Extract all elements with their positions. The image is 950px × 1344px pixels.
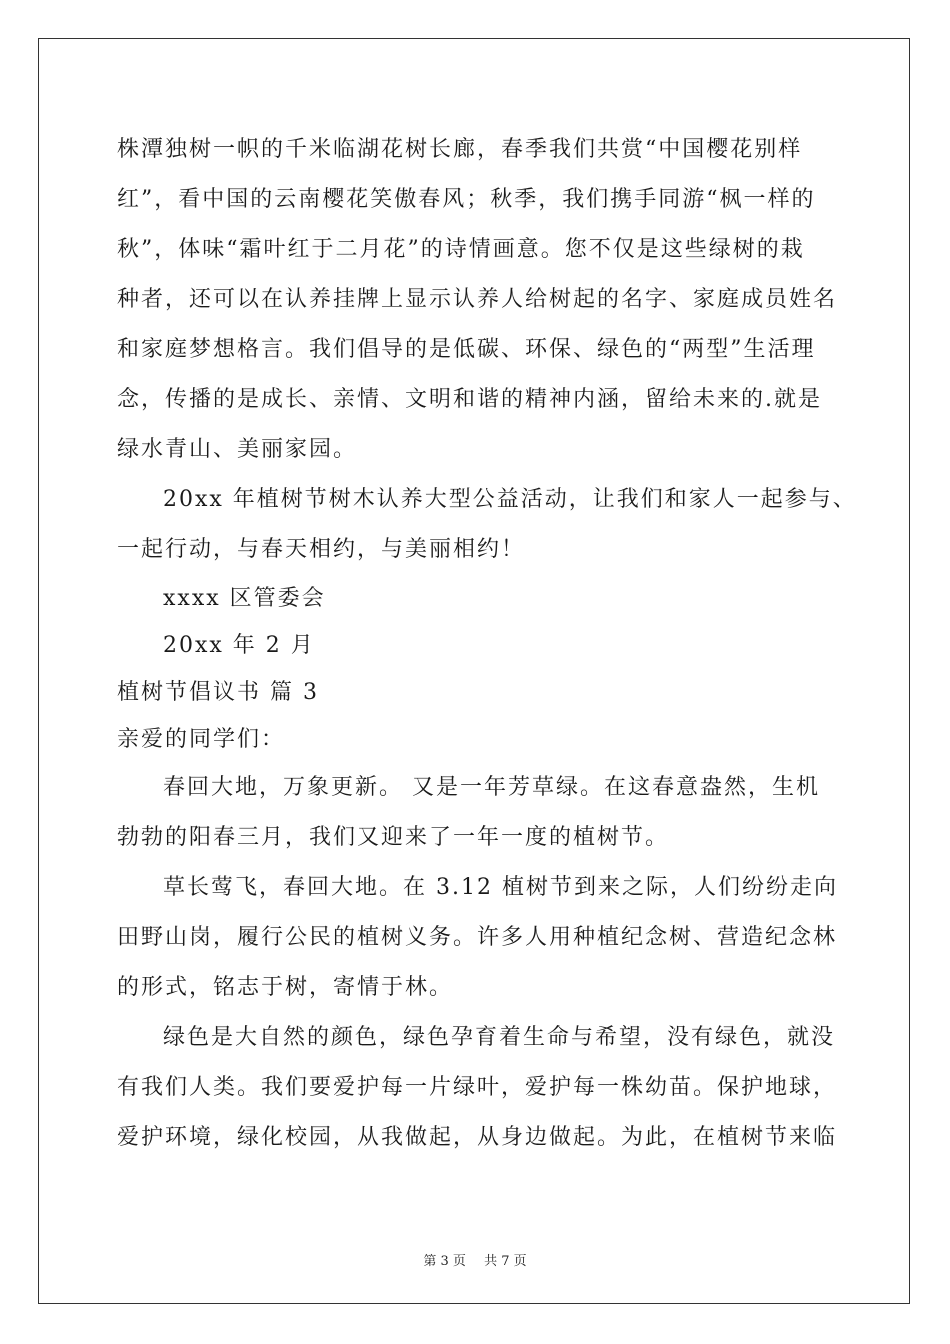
text-line: 绿色是大自然的颜色，绿色孕育着生命与希望，没有绿色，就没 bbox=[163, 1025, 836, 1050]
signature-organization: xxxx 区管委会 bbox=[163, 586, 326, 611]
text-line: 和家庭梦想格言。我们倡导的是低碳、环保、绿色的“两型”生活理 bbox=[117, 337, 816, 362]
page-number-current: 第 3 页 bbox=[423, 1254, 466, 1269]
text-line: 红”，看中国的云南樱花笑傲春风；秋季，我们携手同游“枫一样的 bbox=[117, 187, 816, 212]
text-line: 念，传播的是成长、亲情、文明和谐的精神内涵，留给未来的.就是 bbox=[117, 387, 822, 412]
page-number-total: 共 7 页 bbox=[484, 1254, 527, 1269]
text-line: 有我们人类。我们要爱护每一片绿叶，爱护每一株幼苗。保护地球， bbox=[117, 1075, 838, 1100]
text-line: 草长莺飞，春回大地。在 3.12 植树节到来之际，人们纷纷走向 bbox=[163, 875, 838, 900]
salutation: 亲爱的同学们： bbox=[117, 727, 286, 752]
text-line: 种者，还可以在认养挂牌上显示认养人给树起的名字、家庭成员姓名 bbox=[117, 287, 838, 312]
text-line: 一起行动，与春天相约，与美丽相约！ bbox=[117, 537, 526, 562]
text-line: 春回大地，万象更新。 又是一年芳草绿。在这春意盎然，生机 bbox=[163, 775, 820, 800]
text-line: 株潭独树一帜的千米临湖花树长廊，春季我们共赏“中国樱花别样 bbox=[117, 137, 803, 162]
text-line: 20xx 年植树节树木认养大型公益活动，让我们和家人一起参与、 bbox=[163, 487, 857, 512]
text-line: 的形式，铭志于树，寄情于林。 bbox=[117, 975, 454, 1000]
text-line: 勃勃的阳春三月，我们又迎来了一年一度的植树节。 bbox=[117, 825, 670, 850]
text-line: 秋”，体味“霜叶红于二月花”的诗情画意。您不仅是这些绿树的栽 bbox=[117, 237, 805, 262]
page-footer bbox=[0, 1250, 950, 1269]
text-line: 绿水青山、美丽家园。 bbox=[117, 437, 358, 462]
document-body bbox=[117, 125, 857, 1163]
text-line: 田野山岗，履行公民的植树义务。许多人用种植纪念树、营造纪念林 bbox=[117, 925, 838, 950]
signature-date: 20xx 年 2 月 bbox=[163, 633, 315, 658]
text-line: 爱护环境，绿化校园，从我做起，从身边做起。为此，在植树节来临 bbox=[117, 1125, 838, 1150]
section-title: 植树节倡议书 篇 3 bbox=[117, 680, 319, 705]
